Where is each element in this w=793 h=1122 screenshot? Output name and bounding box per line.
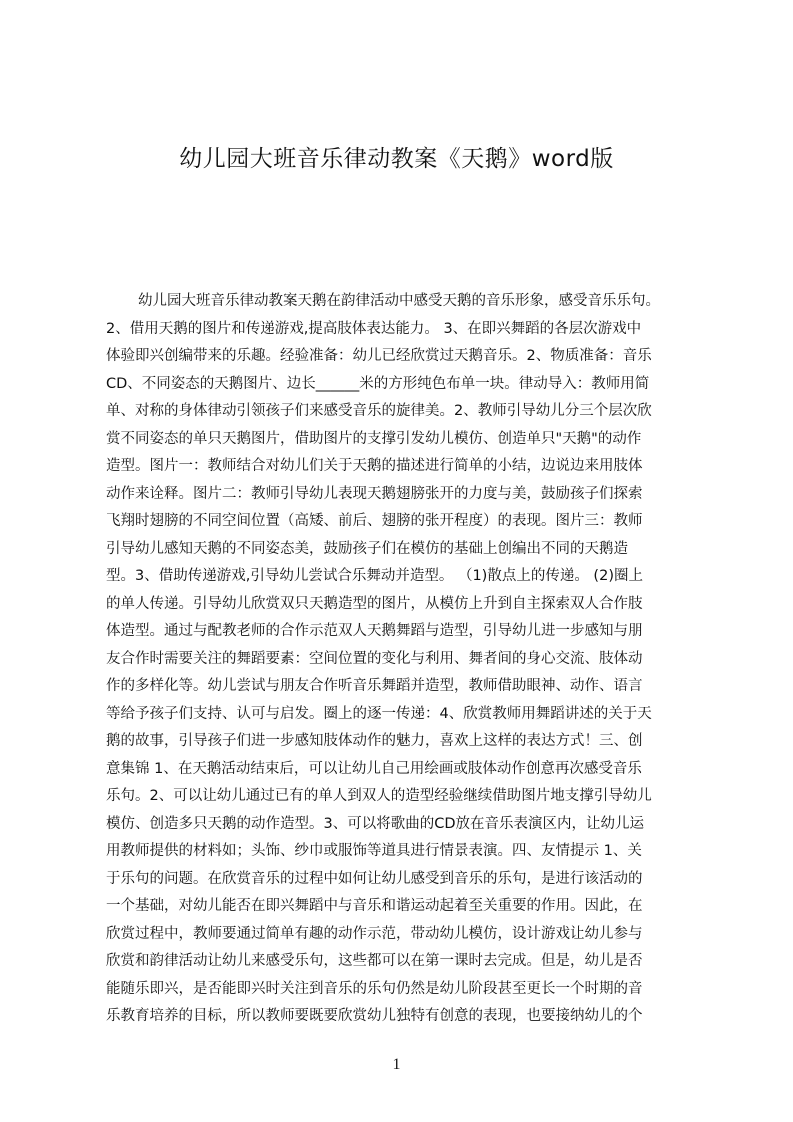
body-line: 欣赏和韵律活动让幼儿来感受乐句，这些都可以在第一课时去完成。但是，幼儿是否 xyxy=(106,953,643,969)
body-line: 用教师提供的材料如；头饰、纱巾或服饰等道具进行情景表演。四、友情提示 1、关 xyxy=(106,843,642,859)
body-line: 动作来诠释。图片二：教师引导幼儿表现天鹅翅膀张开的力度与美，鼓励孩子们探索 xyxy=(106,485,643,502)
body-line: 意集锦 1、在天鹅活动结束后，可以让幼儿自己用绘画或肢体动作创意再次感受音乐 xyxy=(106,760,642,777)
body-line: 乐教育培养的目标，所以教师要既要欣赏幼儿独特有创意的表现，也要接纳幼儿的个 xyxy=(106,1008,643,1024)
body-line: 友合作时需要关注的舞蹈要素：空间位置的变化与利用、舞者间的身心交流、肢体动 xyxy=(106,650,643,667)
page-number: 1 xyxy=(392,1056,401,1073)
body-line: 单、对称的身体律动引领孩子们来感受音乐的旋律美。2、教师引导幼儿分三个层次欣 xyxy=(106,403,652,419)
body-line: 于乐句的问题。在欣赏音乐的过程中如何让幼儿感受到音乐的乐句，是进行该活动的 xyxy=(106,870,643,887)
body-line: 造型。图片一：教师结合对幼儿们关于天鹅的描述进行简单的小结，边说边来用肢体 xyxy=(106,458,643,474)
document-title: 幼儿园大班音乐律动教案《天鹅》word版 xyxy=(179,146,614,172)
body-line: 作的多样化等。幼儿尝试与朋友合作听音乐舞蹈并造型，教师借助眼神、动作、语言 xyxy=(106,678,643,694)
body-line: 等给予孩子们支持、认可与启发。圈上的逐一传递：4、欣赏教师用舞蹈讲述的关于天 xyxy=(106,705,652,722)
body-line: 能随乐即兴，是否能即兴时关注到音乐的乐句仍然是幼儿阶段甚至更长一个时期的音 xyxy=(106,980,643,997)
document-body xyxy=(106,288,698,1031)
body-line: 乐句。2、可以让幼儿通过已有的单人到双人的造型经验继续借助图片地支撑引导幼儿 xyxy=(106,788,652,804)
body-line: 飞翔时翅膀的不同空间位置（高矮、前后、翅膀的张开程度）的表现。图片三：教师 xyxy=(106,513,643,529)
body-line: 欣赏过程中，教师要通过简单有趣的动作示范，带动幼儿模仿，设计游戏让幼儿参与 xyxy=(106,925,643,942)
body-line: 幼儿园大班音乐律动教案天鹅在韵律活动中感受天鹅的音乐形象，感受音乐乐句。 xyxy=(138,293,660,309)
body-line: 的单人传递。引导幼儿欣赏双只天鹅造型的图片，从模仿上升到自主探索双人合作肢 xyxy=(106,595,643,612)
body-line: 赏不同姿态的单只天鹅图片，借助图片的支撑引发幼儿模仿、创造单只"天鹅"的动作 xyxy=(106,430,642,447)
body-line: 2、借用天鹅的图片和传递游戏,提高肢体表达能力。 3、在即兴舞蹈的各层次游戏中 xyxy=(106,320,642,337)
body-line: 体造型。通过与配教老师的合作示范双人天鹅舞蹈与造型，引导幼儿进一步感知与朋 xyxy=(106,623,643,639)
body-line: CD、不同姿态的天鹅图片、边长______米的方形纯色布单一块。律动导入：教师用简 xyxy=(106,375,650,392)
body-line: 型。3、借助传递游戏,引导幼儿尝试合乐舞动并造型。 （1)散点上的传递。 (2)圈上 xyxy=(106,568,643,584)
body-line: 鹅的故事，引导孩子们进一步感知肢体动作的魅力，喜欢上这样的表达方式！三、创 xyxy=(106,733,643,749)
body-line: 一个基础，对幼儿能否在即兴舞蹈中与音乐和谐运动起着至关重要的作用。因此，在 xyxy=(106,898,643,914)
body-line: 引导幼儿感知天鹅的不同姿态美，鼓励孩子们在模仿的基础上创编出不同的天鹅造 xyxy=(106,540,628,557)
body-line: 体验即兴创编带来的乐趣。经验准备：幼儿已经欣赏过天鹅音乐。2、物质准备：音乐 xyxy=(106,348,652,364)
body-line: 模仿、创造多只天鹅的动作造型。3、可以将歌曲的CD放在音乐表演区内，让幼儿运 xyxy=(106,815,645,832)
